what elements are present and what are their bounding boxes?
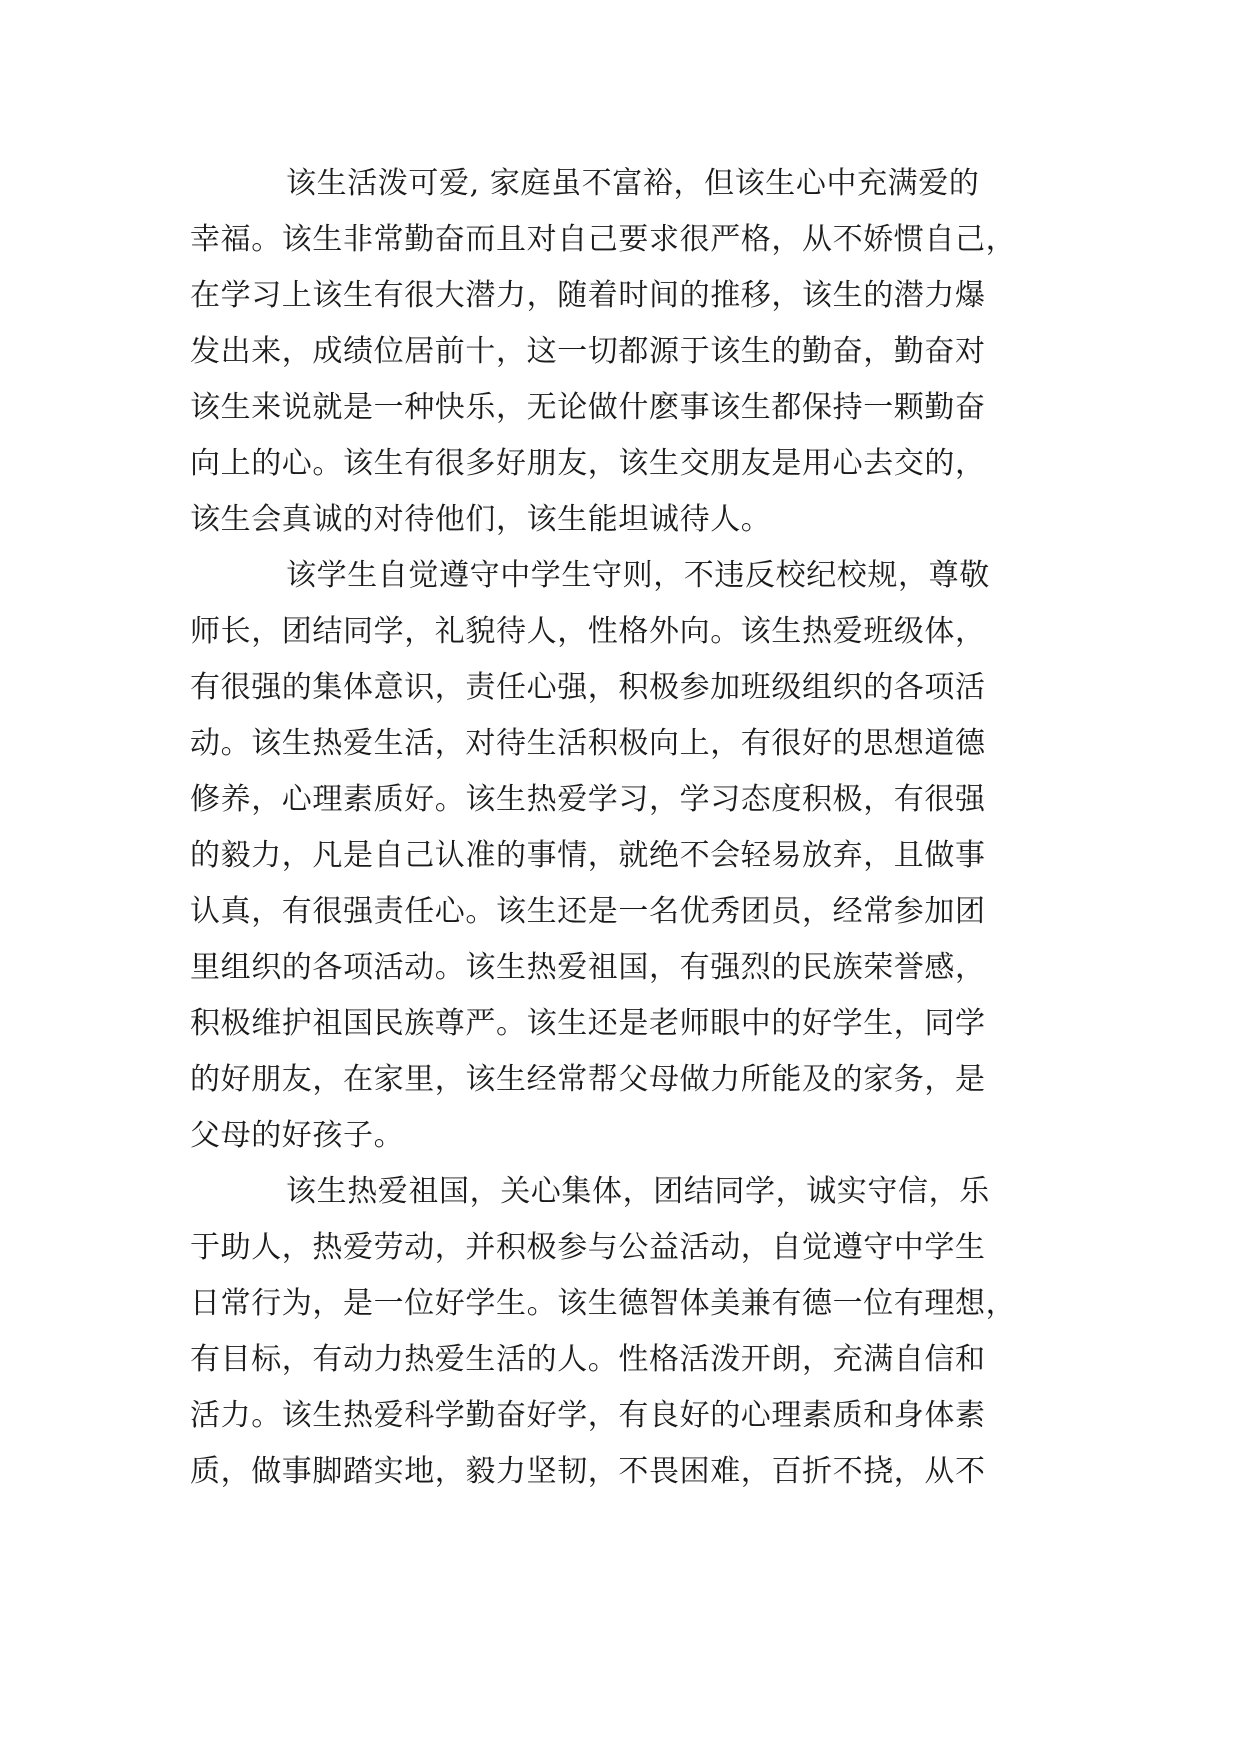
paragraph-line: 的好朋友，在家里，该生经常帮父母做力所能及的家务，是 — [190, 1062, 986, 1097]
paragraph-line: 认真，有很强责任心。该生还是一名优秀团员，经常参加团 — [190, 894, 986, 929]
paragraph-line: 积极维护祖国民族尊严。该生还是老师眼中的好学生，同学 — [190, 1006, 986, 1041]
paragraph-3 — [190, 1164, 1054, 1500]
paragraph-line: 动。该生热爱生活，对待生活积极向上，有很好的思想道德 — [190, 726, 986, 761]
paragraph-line: 有目标，有动力热爱生活的人。性格活泼开朗，充满自信和 — [190, 1342, 986, 1377]
paragraph-line: 该生热爱祖国，关心集体，团结同学，诚实守信，乐 — [286, 1174, 990, 1209]
paragraph-line: 父母的好孩子。 — [190, 1118, 405, 1153]
paragraph-line: 有很强的集体意识，责任心强，积极参加班级组织的各项活 — [190, 670, 986, 705]
paragraph-line: 该生活泼可爱, 家庭虽不富裕，但该生心中充满爱的 — [286, 166, 980, 201]
paragraph-line: 该学生自觉遵守中学生守则，不违反校纪校规，尊敬 — [286, 558, 990, 593]
paragraph-line: 该生会真诚的对待他们，该生能坦诚待人。 — [190, 502, 772, 537]
paragraph-line: 的毅力，凡是自己认准的事情，就绝不会轻易放弃，且做事 — [190, 838, 986, 873]
paragraph-line: 师长，团结同学，礼貌待人，性格外向。该生热爱班级体， — [190, 614, 986, 649]
paragraph-line: 质，做事脚踏实地，毅力坚韧，不畏困难，百折不挠，从不 — [190, 1454, 986, 1489]
document-body — [190, 156, 1054, 1500]
paragraph-line: 该生来说就是一种快乐，无论做什麽事该生都保持一颗勤奋 — [190, 390, 986, 425]
paragraph-line: 日常行为，是一位好学生。该生德智体美兼有德一位有理想， — [190, 1286, 1017, 1321]
paragraph-1 — [190, 156, 1054, 548]
paragraph-2 — [190, 548, 1054, 1164]
paragraph-line: 活力。该生热爱科学勤奋好学，有良好的心理素质和身体素 — [190, 1398, 986, 1433]
paragraph-line: 发出来，成绩位居前十，这一切都源于该生的勤奋，勤奋对 — [190, 334, 986, 369]
paragraph-line: 修养，心理素质好。该生热爱学习，学习态度积极，有很强 — [190, 782, 986, 817]
paragraph-line: 在学习上该生有很大潜力，随着时间的推移，该生的潜力爆 — [190, 278, 986, 313]
paragraph-line: 于助人，热爱劳动，并积极参与公益活动，自觉遵守中学生 — [190, 1230, 986, 1265]
paragraph-line: 幸福。该生非常勤奋而且对自己要求很严格，从不娇惯自己， — [190, 222, 1017, 257]
paragraph-line: 向上的心。该生有很多好朋友，该生交朋友是用心去交的， — [190, 446, 986, 481]
paragraph-line: 里组织的各项活动。该生热爱祖国，有强烈的民族荣誉感， — [190, 950, 986, 985]
